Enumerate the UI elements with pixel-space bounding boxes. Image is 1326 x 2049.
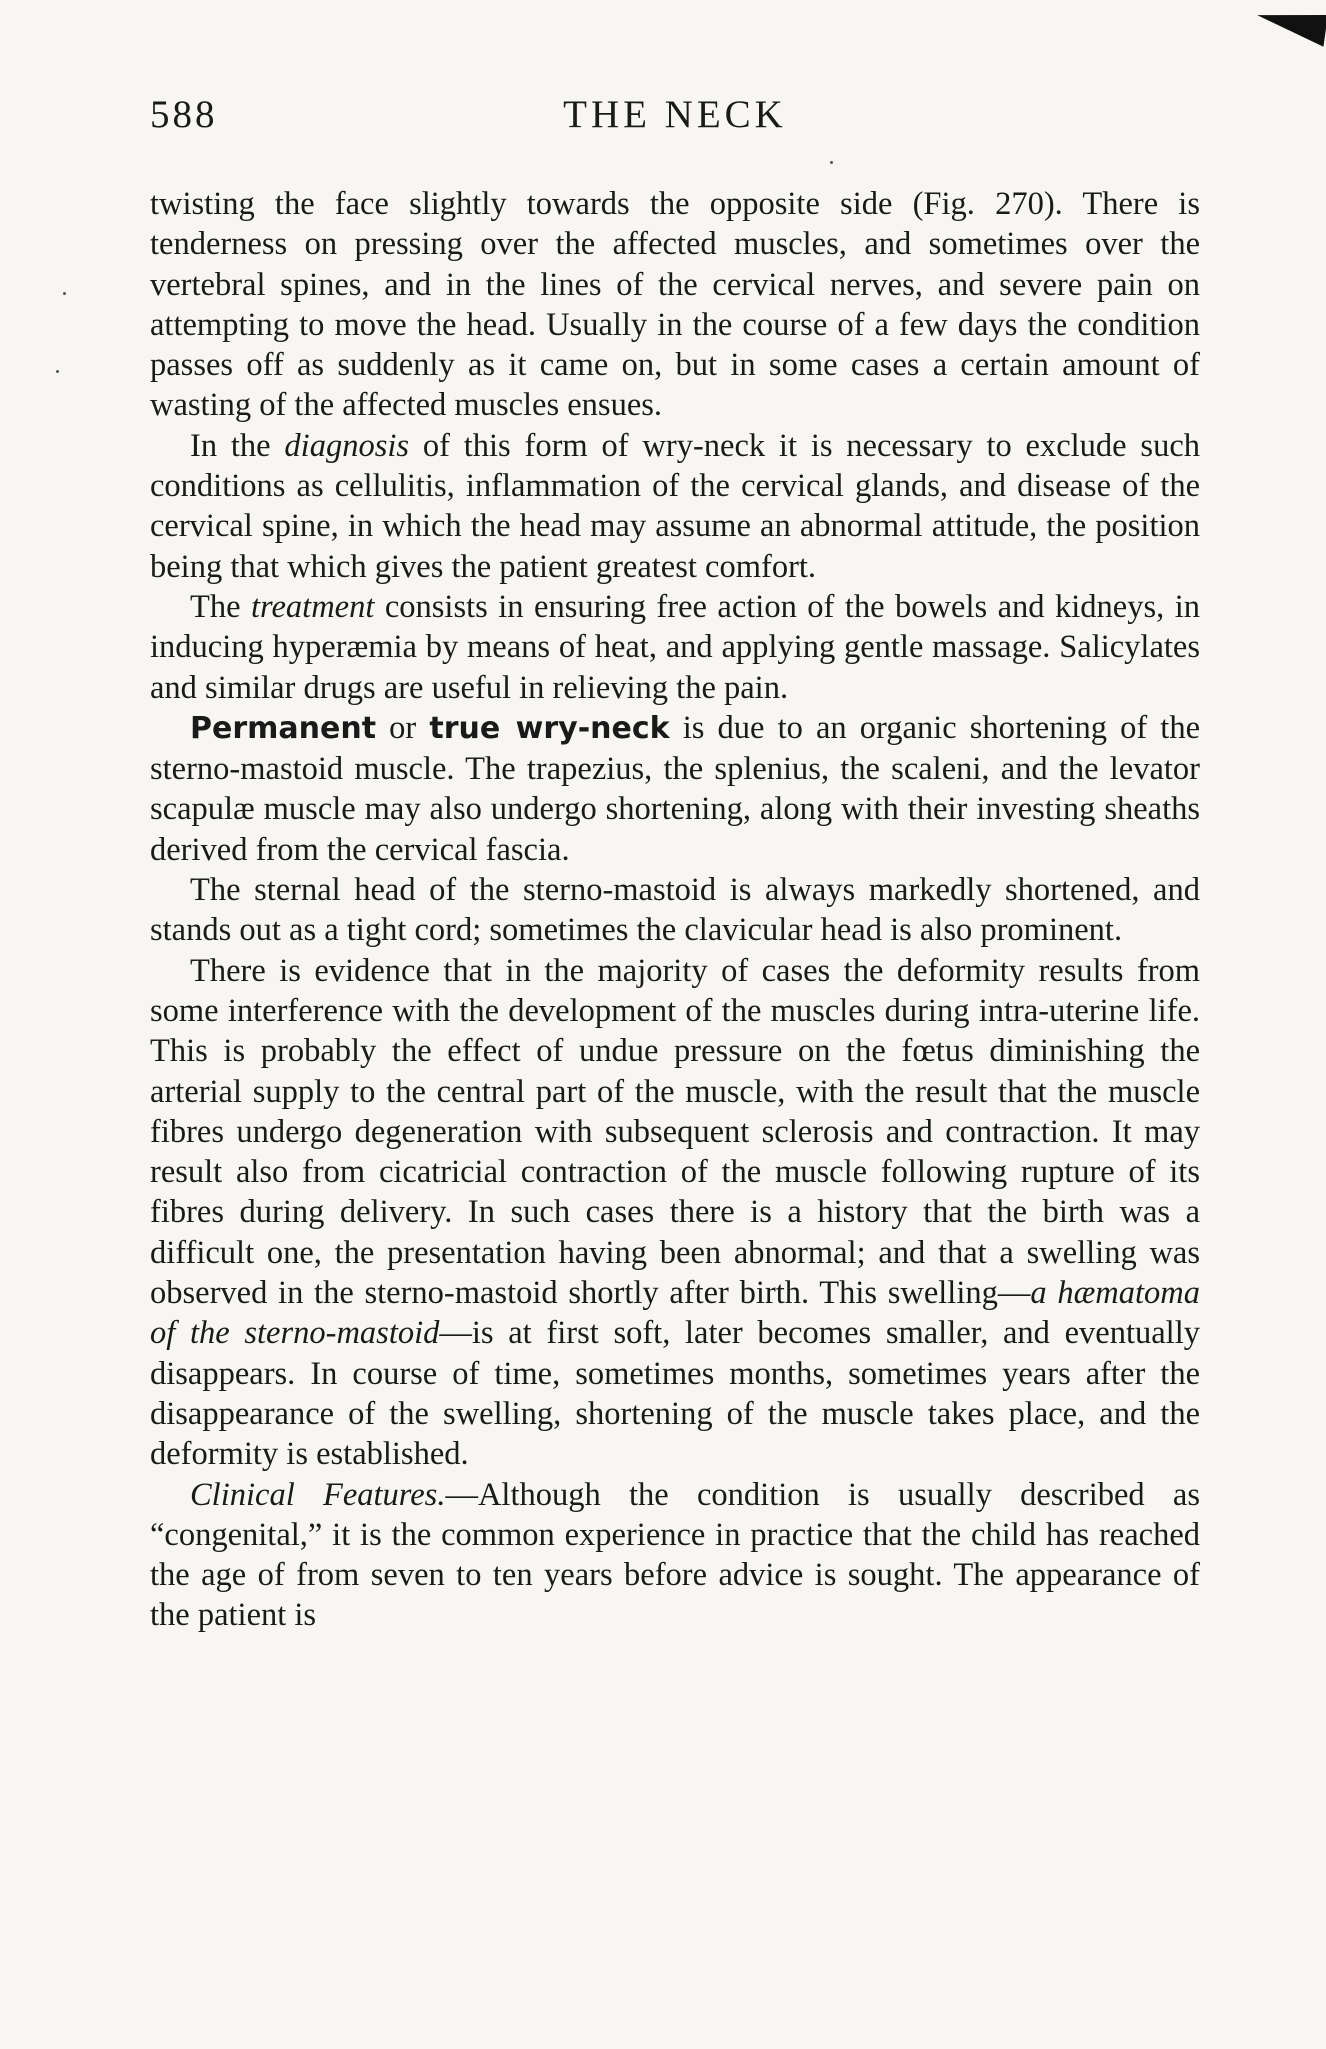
paragraph	[150, 426, 1200, 587]
page-corner-mark	[1254, 5, 1326, 46]
running-title: THE NECK	[563, 93, 787, 136]
paragraph	[150, 708, 1200, 870]
paragraph	[150, 951, 1200, 1475]
paragraph	[150, 184, 1200, 426]
text-run: or	[376, 709, 430, 746]
text-run: The	[190, 588, 252, 625]
text-run: —Although the condition is usually described as “congenital,” it is the common experience in practice that the child has reached the age of from seven to ten years before advice is sought. The appearance of the patient is	[150, 1476, 1201, 1634]
margin-mark	[56, 370, 59, 373]
bold-term: true wry-neck	[429, 710, 670, 746]
margin-mark	[830, 161, 833, 164]
text-run: consists in ensuring free action of the bowels and kidneys, in inducing hyperæmia by means of heat, and applying gentle massage. Salicylates and similar drugs are useful in relieving the pain.	[150, 588, 1200, 706]
text-run: In the	[190, 427, 285, 464]
text-run: There is evidence that in the majority of cases the deformity results from some interference with the development of the muscles during intra-uterine life. This is probably the effect of undue pressure on the fœtus diminishing the arterial supply to the central part of the muscle, with the result that the muscle fibres undergo degeneration with subsequent sclerosis and contraction. It may result also from cicatricial contraction of the muscle following rupture of its fibres during delivery. In such cases there is a history that the birth was a difficult one, the presentation having been abnormal; and that a swelling was observed in the sterno-mastoid shortly after birth. This swelling—	[150, 952, 1200, 1312]
page-number: 588	[150, 93, 218, 136]
body-text	[150, 184, 1200, 1636]
paragraph	[150, 870, 1200, 951]
text-run: of this form of wry-neck it is necessary to exclude such conditions as cellulitis, inflammation of the cervical glands, and disease of the cervical spine, in which the head may assume an abnormal attitude, the position being that which gives the patient greatest comfort.	[150, 427, 1200, 585]
margin-mark	[63, 292, 66, 295]
italic-term: treatment	[251, 588, 375, 625]
italic-term: diagnosis	[284, 427, 410, 464]
paragraph	[150, 1475, 1200, 1636]
text-run: The sternal head of the sterno-mastoid is always markedly shortened, and stands out as a tight cord; sometimes the clavicular head is also prominent.	[150, 872, 1200, 949]
paragraph	[150, 587, 1200, 708]
italic-term: Clinical Features.	[190, 1476, 446, 1513]
text-run: —is at first soft, later becomes smaller, and eventually disappears. In course of time, sometimes months, sometimes years after the disappearance of the swelling, shortening of the muscle takes place, and the deformity is established.	[150, 1315, 1200, 1473]
page-header	[150, 92, 1200, 142]
text-run: is due to an organic shortening of the sterno-mastoid muscle. The trapezius, the splenius, the scaleni, and the levator scapulæ muscle may also undergo shortening, along with their investing sheaths derived from the cervical fascia.	[150, 709, 1201, 868]
italic-term: a hæmatoma of the sterno-mastoid	[150, 1275, 1200, 1352]
text-run: twisting the face slightly towards the opposite side (Fig. 270). There is tenderness on pressing over the affected muscles, and sometimes over the vertebral spines, and in the lines of the cervical nerves, and severe pain on attempting to move the head. Usually in the course of a few days the condition passes off as suddenly as it came on, but in some cases a certain amount of wasting of the affected muscles ensues.	[150, 186, 1200, 424]
bold-term: Permanent	[190, 710, 377, 746]
